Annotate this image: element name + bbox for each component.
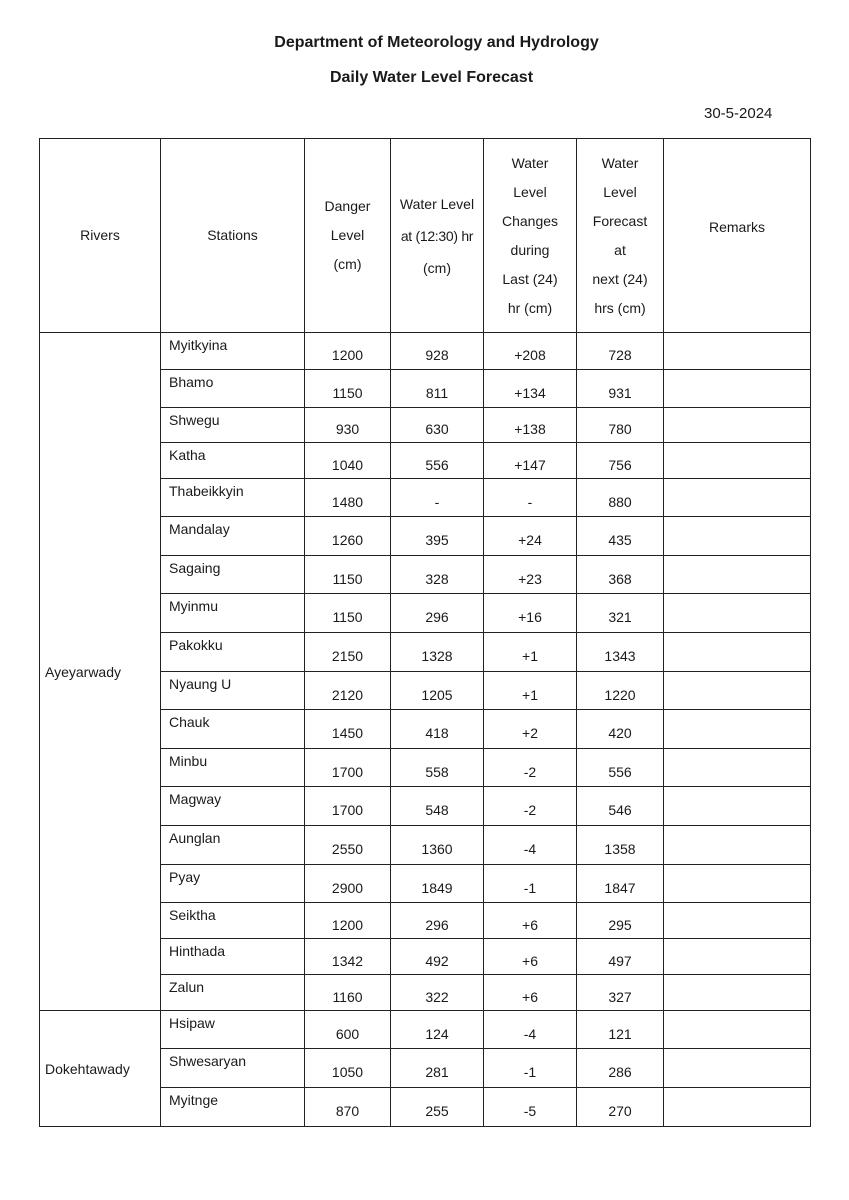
station-name: Zalun (161, 975, 305, 1011)
header-line: Level (603, 183, 637, 200)
header-line: hrs (cm) (594, 299, 646, 316)
station-name: Thabeikkyin (161, 479, 305, 517)
forecast-level: 780 (577, 408, 664, 443)
water-level: 296 (391, 903, 484, 939)
remarks-cell (664, 479, 811, 517)
level-change: -4 (484, 1011, 577, 1049)
remarks-cell (664, 517, 811, 556)
header-line: Level (330, 227, 365, 243)
header-line: Danger (324, 198, 371, 214)
station-name: Shwesaryan (161, 1049, 305, 1088)
forecast-level: 435 (577, 517, 664, 556)
level-change: -4 (484, 826, 577, 865)
water-level: 1849 (391, 865, 484, 903)
header-line: Water (511, 154, 549, 171)
water-level: 548 (391, 787, 484, 826)
danger-level: 2120 (305, 672, 391, 710)
danger-level: 1450 (305, 710, 391, 749)
water-level: 296 (391, 594, 484, 633)
level-change: -5 (484, 1088, 577, 1127)
header-line: (cm) (333, 256, 362, 272)
station-name: Myitkyina (161, 333, 305, 370)
header-row (40, 139, 811, 333)
station-name: Mandalay (161, 517, 305, 556)
level-change: +134 (484, 370, 577, 408)
danger-level: 1342 (305, 939, 391, 975)
level-change: +1 (484, 672, 577, 710)
station-name: Seiktha (161, 903, 305, 939)
station-name: Pyay (161, 865, 305, 903)
forecast-level: 1343 (577, 633, 664, 672)
danger-level: 1260 (305, 517, 391, 556)
danger-level: 1700 (305, 787, 391, 826)
level-change: +6 (484, 975, 577, 1011)
level-change: -1 (484, 865, 577, 903)
water-level: 322 (391, 975, 484, 1011)
table-row (40, 333, 811, 370)
level-change: +2 (484, 710, 577, 749)
table-row (40, 1011, 811, 1049)
station-name: Katha (161, 443, 305, 479)
water-level: - (391, 479, 484, 517)
remarks-cell (664, 1011, 811, 1049)
forecast-level: 368 (577, 556, 664, 594)
remarks-cell (664, 672, 811, 710)
remarks-cell (664, 556, 811, 594)
forecast-level: 1358 (577, 826, 664, 865)
danger-level: 870 (305, 1088, 391, 1127)
danger-level: 1150 (305, 556, 391, 594)
remarks-cell (664, 408, 811, 443)
danger-level: 2900 (305, 865, 391, 903)
remarks-cell (664, 443, 811, 479)
danger-level: 1150 (305, 594, 391, 633)
remarks-cell (664, 710, 811, 749)
header-line: (cm) (423, 259, 451, 276)
header-line: Last (24) (502, 270, 558, 287)
remarks-cell (664, 1088, 811, 1127)
header-line: Changes (501, 212, 559, 229)
station-name: Myitnge (161, 1088, 305, 1127)
level-change: +16 (484, 594, 577, 633)
water-level: 556 (391, 443, 484, 479)
forecast-level: 1847 (577, 865, 664, 903)
forecast-level: 295 (577, 903, 664, 939)
remarks-cell (664, 370, 811, 408)
level-change: +23 (484, 556, 577, 594)
station-name: Shwegu (161, 408, 305, 443)
col-header-water-level (391, 139, 484, 333)
header-line: at (12:30) hr (400, 227, 474, 244)
station-name: Myinmu (161, 594, 305, 633)
forecast-level: 497 (577, 939, 664, 975)
river-name: Ayeyarwady (40, 333, 161, 1011)
water-level: 255 (391, 1088, 484, 1127)
water-level-table (39, 138, 811, 1127)
forecast-level: 420 (577, 710, 664, 749)
header-line: Level (513, 183, 547, 200)
header-line: Forecast (592, 212, 648, 229)
station-name: Hsipaw (161, 1011, 305, 1049)
level-change: +147 (484, 443, 577, 479)
report-title: Daily Water Level Forecast (329, 69, 534, 86)
water-level: 1205 (391, 672, 484, 710)
danger-level: 1150 (305, 370, 391, 408)
col-header-changes (484, 139, 577, 333)
header-line: at (614, 241, 626, 258)
remarks-cell (664, 633, 811, 672)
water-level: 418 (391, 710, 484, 749)
forecast-level: 121 (577, 1011, 664, 1049)
danger-level: 1700 (305, 749, 391, 787)
water-level: 558 (391, 749, 484, 787)
remarks-cell (664, 826, 811, 865)
remarks-cell (664, 975, 811, 1011)
level-change: +6 (484, 939, 577, 975)
table-body (40, 333, 811, 1127)
level-change: +6 (484, 903, 577, 939)
remarks-cell (664, 594, 811, 633)
col-header-danger-level (305, 139, 391, 333)
forecast-level: 1220 (577, 672, 664, 710)
level-change: +1 (484, 633, 577, 672)
forecast-level: 327 (577, 975, 664, 1011)
forecast-level: 931 (577, 370, 664, 408)
danger-level: 930 (305, 408, 391, 443)
water-level: 492 (391, 939, 484, 975)
forecast-level: 880 (577, 479, 664, 517)
col-header-remarks: Remarks (664, 139, 811, 333)
level-change: -2 (484, 787, 577, 826)
forecast-level: 728 (577, 333, 664, 370)
col-header-forecast (577, 139, 664, 333)
danger-level: 1480 (305, 479, 391, 517)
remarks-cell (664, 749, 811, 787)
danger-level: 600 (305, 1011, 391, 1049)
header-line: Water Level (399, 195, 475, 212)
danger-level: 2150 (305, 633, 391, 672)
water-level: 811 (391, 370, 484, 408)
station-name: Magway (161, 787, 305, 826)
forecast-level: 546 (577, 787, 664, 826)
level-change: -2 (484, 749, 577, 787)
remarks-cell (664, 787, 811, 826)
col-header-rivers: Rivers (40, 139, 161, 333)
forecast-level: 286 (577, 1049, 664, 1088)
header-line: during (510, 241, 550, 258)
remarks-cell (664, 1049, 811, 1088)
water-level: 395 (391, 517, 484, 556)
remarks-cell (664, 865, 811, 903)
danger-level: 1200 (305, 903, 391, 939)
station-name: Sagaing (161, 556, 305, 594)
station-name: Aunglan (161, 826, 305, 865)
forecast-level: 321 (577, 594, 664, 633)
water-level: 1328 (391, 633, 484, 672)
river-name: Dokehtawady (40, 1011, 161, 1127)
danger-level: 1040 (305, 443, 391, 479)
danger-level: 2550 (305, 826, 391, 865)
danger-level: 1160 (305, 975, 391, 1011)
level-change: - (484, 479, 577, 517)
report-date: 30-5-2024 (704, 105, 773, 122)
forecast-level: 756 (577, 443, 664, 479)
col-header-stations: Stations (161, 139, 305, 333)
remarks-cell (664, 333, 811, 370)
water-level: 1360 (391, 826, 484, 865)
station-name: Hinthada (161, 939, 305, 975)
station-name: Nyaung U (161, 672, 305, 710)
level-change: +24 (484, 517, 577, 556)
station-name: Bhamo (161, 370, 305, 408)
level-change: +138 (484, 408, 577, 443)
forecast-level: 556 (577, 749, 664, 787)
level-change: +208 (484, 333, 577, 370)
station-name: Chauk (161, 710, 305, 749)
water-level: 328 (391, 556, 484, 594)
station-name: Minbu (161, 749, 305, 787)
danger-level: 1050 (305, 1049, 391, 1088)
remarks-cell (664, 939, 811, 975)
forecast-level: 270 (577, 1088, 664, 1127)
level-change: -1 (484, 1049, 577, 1088)
danger-level: 1200 (305, 333, 391, 370)
water-level: 630 (391, 408, 484, 443)
organization-title: Department of Meteorology and Hydrology (274, 34, 599, 51)
header-line: next (24) (592, 270, 648, 287)
remarks-cell (664, 903, 811, 939)
water-level: 928 (391, 333, 484, 370)
station-name: Pakokku (161, 633, 305, 672)
header-line: Water (601, 154, 639, 171)
header-line: hr (cm) (507, 299, 553, 316)
water-level: 124 (391, 1011, 484, 1049)
water-level: 281 (391, 1049, 484, 1088)
